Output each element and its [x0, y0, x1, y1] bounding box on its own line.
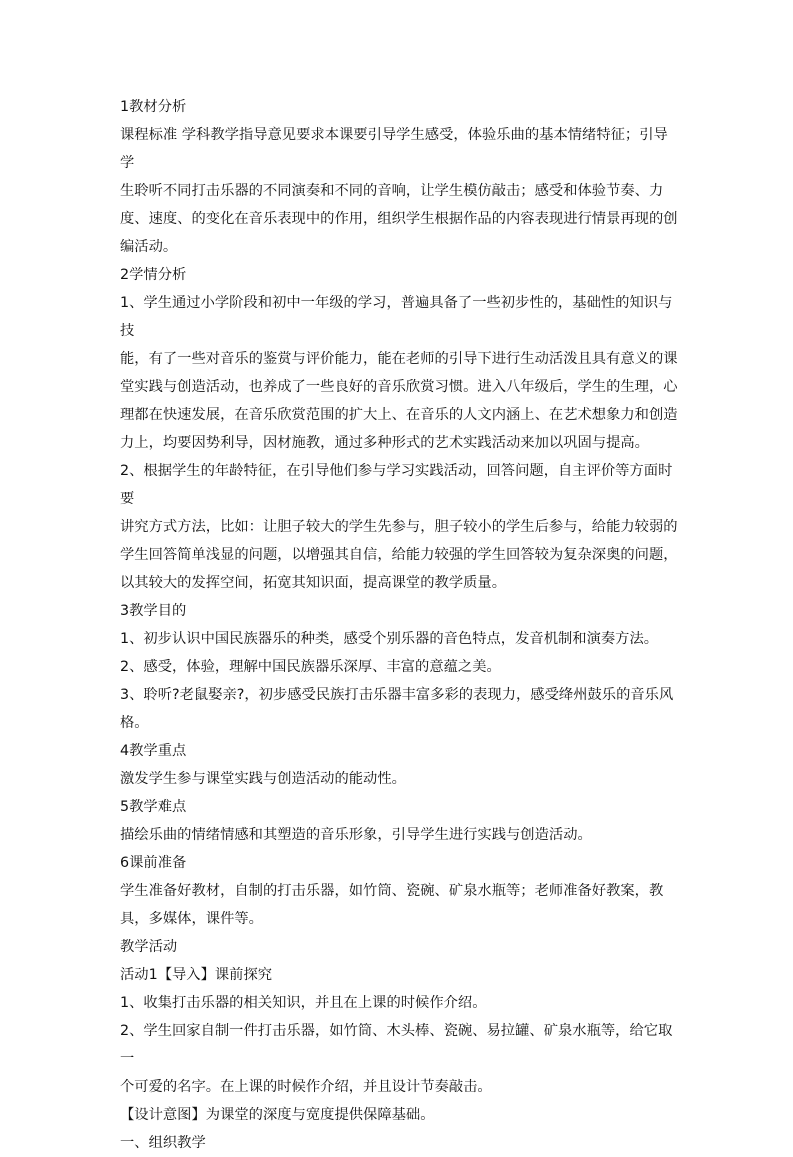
- paragraph-line: 个可爱的名字。在上课的时候作介绍，并且设计节奏敲击。: [120, 1079, 492, 1095]
- paragraph-line: 1、学生通过小学阶段和初中一年级的学习，普遍具备了一些初步性的，基础性的知识与技: [120, 295, 673, 339]
- paragraph-line: 讲究方式方法，比如：让胆子较大的学生先参与，胆子较小的学生后参与，给能力较弱的: [120, 519, 678, 535]
- section-student-analysis: [120, 261, 678, 597]
- paragraph-line: 1、收集打击乐器的相关知识，并且在上课的时候作介绍。: [120, 995, 487, 1011]
- paragraph-line: 生聆听不同打击乐器的不同演奏和不同的音响，让学生模仿敲击；感受和体验节奏、力: [120, 183, 664, 199]
- paragraph-line: 格。: [120, 715, 149, 731]
- paragraph-line: 度、速度、的变化在音乐表现中的作用，组织学生根据作品的内容表现进行情景再现的创: [120, 211, 678, 227]
- section-teaching-focus: [120, 737, 678, 793]
- paragraph-line: 2、根据学生的年龄特征，在引导他们参与学习实践活动，回答问题，自主评价等方面时要: [120, 463, 673, 507]
- paragraph-line: 1、初步认识中国民族器乐的种类，感受个别乐器的音色特点，发音机制和演奏方法。: [120, 631, 659, 647]
- paragraph-line: 课程标准 学科教学指导意见要求本课要引导学生感受，体验乐曲的基本情绪特征；引导学: [120, 127, 668, 171]
- section-teaching-material-analysis: [120, 93, 678, 261]
- section-teaching-objectives: [120, 597, 678, 737]
- section-heading: 活动1【导入】课前探究: [120, 967, 273, 983]
- paragraph-line: 2、感受，体验，理解中国民族器乐深厚、丰富的意蕴之美。: [120, 659, 501, 675]
- section-heading: 3教学目的: [120, 603, 187, 619]
- section-heading: 1教材分析: [120, 99, 187, 115]
- paragraph-line: 激发学生参与课堂实践与创造活动的能动性。: [120, 771, 406, 787]
- paragraph-line: 以其较大的发挥空间，拓宽其知识面，提高课堂的教学质量。: [120, 575, 507, 591]
- document-body: [120, 93, 678, 1157]
- section-activity-1: [120, 961, 678, 1157]
- paragraph-line: 理都在快速发展，在音乐欣赏范围的扩大上、在音乐的人文内涵上、在艺术想象力和创造: [120, 407, 678, 423]
- paragraph-line: 一、组织教学: [120, 1135, 206, 1151]
- paragraph-line: 【设计意图】为课堂的深度与宽度提供保障基础。: [120, 1107, 435, 1123]
- section-heading: 6课前准备: [120, 855, 187, 871]
- paragraph-line: 学生准备好教材，自制的打击乐器，如竹筒、瓷碗、矿泉水瓶等；老师准备好教案，教: [120, 883, 664, 899]
- section-heading: 教学活动: [120, 939, 178, 955]
- paragraph-line: 3、聆听?老鼠娶亲?，初步感受民族打击乐器丰富多彩的表现力，感受绛州鼓乐的音乐风: [120, 687, 674, 703]
- paragraph-line: 2、学生回家自制一件打击乐器，如竹筒、木头棒、瓷碗、易拉罐、矿泉水瓶等，给它取一: [120, 1023, 673, 1067]
- paragraph-line: 学生回答简单浅显的问题，以增强其自信，给能力较强的学生回答较为复杂深奥的问题，: [120, 547, 678, 563]
- section-heading: 5教学难点: [120, 799, 187, 815]
- section-teaching-difficulty: [120, 793, 678, 849]
- section-heading: 4教学重点: [120, 743, 187, 759]
- paragraph-line: 描绘乐曲的情绪情感和其塑造的音乐形象，引导学生进行实践与创造活动。: [120, 827, 592, 843]
- section-class-preparation: [120, 849, 678, 933]
- paragraph-line: 堂实践与创造活动，也养成了一些良好的音乐欣赏习惯。进入八年级后，学生的生理，心: [120, 379, 678, 395]
- paragraph-line: 具，多媒体，课件等。: [120, 911, 263, 927]
- paragraph-line: 能，有了一些对音乐的鉴赏与评价能力，能在老师的引导下进行生动活泼且具有意义的课: [120, 351, 678, 367]
- section-heading: 2学情分析: [120, 267, 187, 283]
- section-teaching-activities: [120, 933, 678, 961]
- paragraph-line: 力上，均要因势利导，因材施教，通过多种形式的艺术实践活动来加以巩固与提高。: [120, 435, 649, 451]
- paragraph-line: 编活动。: [120, 239, 178, 255]
